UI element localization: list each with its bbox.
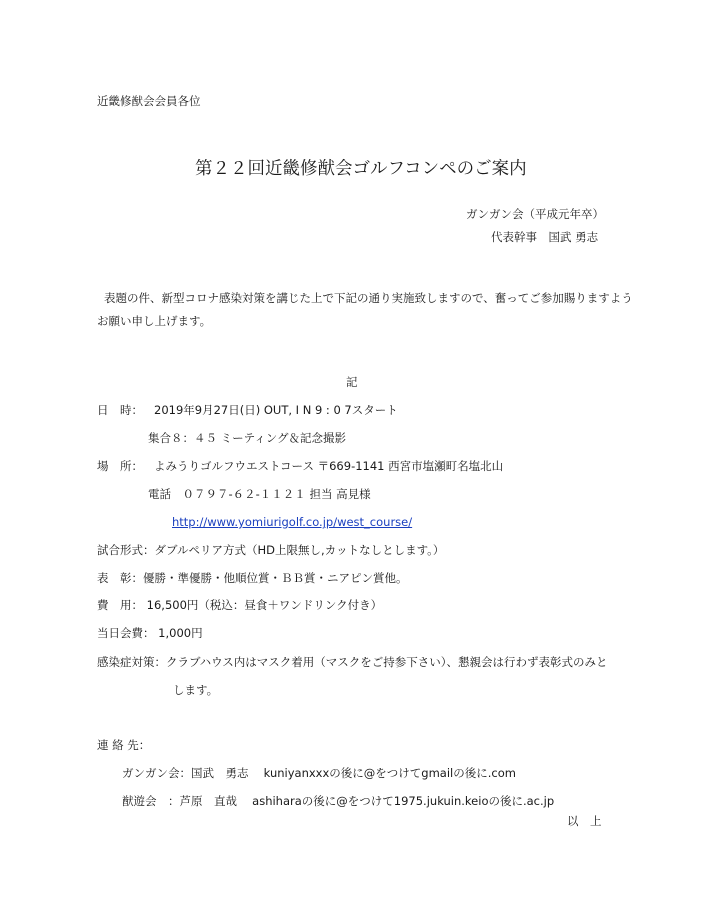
sameday-fee-line: 当日会費： 1,000円 xyxy=(97,626,203,640)
venue-label: 場 所： xyxy=(97,459,143,473)
ki-heading: 記 xyxy=(346,375,358,389)
addressee: 近畿修猷会会員各位 xyxy=(97,94,201,108)
sender-organizer: 代表幹事 国武 勇志 xyxy=(491,230,599,244)
venue-phone: 電話 ０７９７-６２-１１２１ 担当 高見様 xyxy=(148,487,371,501)
contact-item: ガンガン会：国武 勇志 kuniyanxxxの後に@をつけてgmailの後に.com xyxy=(122,766,516,780)
infection-line-1: 感染症対策：クラブハウス内はマスク着用（マスクをご持参下さい）、懇親会は行わず表彰式のみと xyxy=(97,655,608,669)
datetime-value: 2019年9月27日(日) OUT, I N 9 : 0 7スタート xyxy=(154,403,398,417)
sender-group: ガンガン会（平成元年卒） xyxy=(466,207,604,221)
venue-url-link[interactable]: http://www.yomiurigolf.co.jp/west_course/ xyxy=(172,515,413,529)
intro-line-2: お願い申し上げます。 xyxy=(97,314,212,328)
datetime-sub: 集合８：４５ ミーティング＆記念撮影 xyxy=(148,431,347,445)
format-line: 試合形式：ダブルペリア方式（HD上限無し,カットなしとします。） xyxy=(97,543,445,557)
contact-item: 猷遊会 ：芦原 直哉 ashiharaの後に@をつけて1975.jukuin.keioの後に.ac.jp xyxy=(122,794,555,808)
document-title: 第２２回近畿修猷会ゴルフコンペのご案内 xyxy=(195,159,527,179)
awards-line: 表 彰：優勝・準優勝・他順位賞・ＢＢ賞・ニアピン賞他。 xyxy=(97,571,408,585)
datetime-label: 日 時： xyxy=(97,403,143,417)
contacts-heading: 連 絡 先： xyxy=(97,738,151,752)
venue-value: よみうりゴルフウエストコース 〒669-1141 西宮市塩瀬町名塩北山 xyxy=(154,459,504,473)
intro-line-1: 表題の件、新型コロナ感染対策を講じた上で下記の通り実施致しますので、奮ってご参加賜りますよう xyxy=(104,291,633,305)
infection-line-2: します。 xyxy=(173,683,219,697)
closing-mark: 以 上 xyxy=(567,814,602,828)
fee-line: 費 用： 16,500円（税込：昼食＋ワンドリンク付き） xyxy=(97,598,383,612)
